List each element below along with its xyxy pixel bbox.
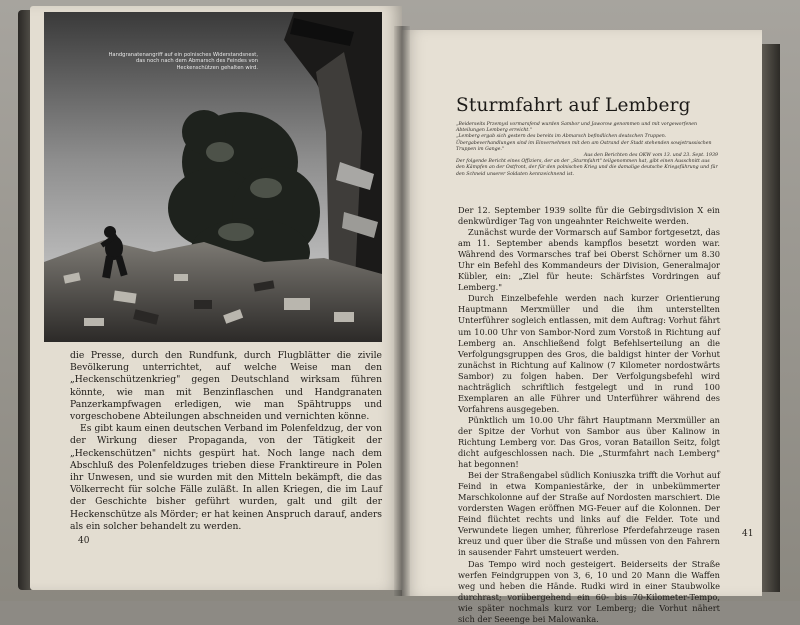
right-paragraph: Der 12. September 1939 sollte für die Gebirgsdivision X ein denkwürdiger Tag von ungeahnter Reichweite werden. bbox=[458, 205, 720, 227]
right-paragraph: Durch Einzelbefehle werden nach kurzer Orientierung Hauptmann Merxmüller und die ihm unterstellten Unterführer sogleich entlassen, mit dem Auftrag: Vorhut fährt um 10.00 Uhr von Sambor-Nord zum Vorstoß in Richtung auf Lemberg an. Anschließend folgt Befehlserteilung an die Verfolgungsgruppen des Gros, die baldigst hinter der Vorhut zunächst in Richtung auf Kalinow (7 Kilometer nordostwärts Sambor) zu folgen haben. Der Verfolgungsbefehl wird nachträglich schriftlich festgelegt und in rund 100 Exemplaren an alle Führer und Unterführer während des Vorfahrens ausgegeben. bbox=[458, 293, 720, 414]
epigraph-quote: „Beiderseits Przemysl vormarsfend wurden Sambor und Jaworow genommen und mit vorgeworfenen Abteilungen Lemberg erreicht." bbox=[456, 122, 698, 134]
book-spine-gutter bbox=[394, 26, 410, 596]
book-cover-right-edge bbox=[762, 44, 780, 592]
photo-caption: Handgranatenangriff auf ein polnisches Widerstandsnest, das noch nach dem Abmarsch des Feindes von Heckenschützen gehalten wird. bbox=[108, 52, 258, 71]
epigraph bbox=[456, 122, 718, 178]
left-page-body bbox=[70, 350, 382, 533]
epigraph-quote: „Lemberg ergab sich gestern des bereits im Abmarsch befindlichen deutschen Truppen. Übergabeverhandlungen sind im Einvernehmen mit den am Ostrand der Stadt stehenden sowjetrussischen Truppen im Gange." bbox=[456, 134, 712, 152]
open-book bbox=[8, 6, 780, 624]
epigraph-source: Aus den Berichten des OKW vom 13. und 23. Sept. 1939 bbox=[583, 153, 718, 159]
page-number-left: 40 bbox=[78, 536, 90, 546]
page-number-right: 41 bbox=[742, 529, 754, 539]
left-paragraph: die Presse, durch den Rundfunk, durch Flugblätter die zivile Bevölkerung unterrichtet, auf welche Weise man den „Heckenschützenkrieg" gegen Deutschland wirksam führen könnte, wie man mit Benzinflaschen und Handgranaten Panzerkampfwagen erledigen, wie man Spähtrupps und vorgeschobene Abteilungen abschneiden und vernichten könne. bbox=[70, 350, 382, 423]
war-photograph bbox=[44, 12, 382, 342]
chapter-title: Sturmfahrt auf Lemberg bbox=[456, 95, 691, 116]
epigraph-note: Der folgende Bericht eines Offiziers, der an der „Sturmfahrt" teilgenommen hat, gibt einen Ausschnitt aus den Kämpfen an der Ostfront, der für den polnischen Krieg und die damalige deutsche Kriegsführung und für den Schneid unserer Soldaten kennzeichnend ist. bbox=[456, 159, 718, 177]
right-page-body bbox=[458, 205, 720, 625]
right-paragraph: Bei der Straßengabel südlich Koniuszka trifft die Vorhut auf Feind in etwa Kompaniestärke, der in unbekümmerter Marschkolonne auf der Straße auf Nordosten marschiert. Die vordersten Wagen eröffnen MG-Feuer auf die Kolonnen. Der Feind flüchtet rechts und links auf die Felder. Tote und Verwundete liegen umher, führerlose Pferdefahrzeuge rasen kreuz und quer über die Straße und müssen von den Fahrern in sausender Fahrt umsteuert werden. bbox=[458, 470, 720, 558]
right-paragraph: Zunächst wurde der Vormarsch auf Sambor fortgesetzt, das am 11. September abends kampflos besetzt worden war. Während des Vormarsches traf bei Oberst Schörner um 8.30 Uhr ein Befehl des Kommandeurs der Division, Generalmajor Kübler, ein: „Ziel für heute: Schärfstes Vordringen auf Lemberg." bbox=[458, 227, 720, 293]
right-paragraph: Das Tempo wird noch gesteigert. Beiderseits der Straße werfen Feindgruppen von 3, 6, 10 und 20 Mann die Waffen weg und heben die Hände. Rudki wird in einer Staubwolke durchrast; vorübergehend ein 60- bis 70-Kilometer-Tempo, wie später nochmals kurz vor Lemberg; die Vorhut nähert sich der Seeenge bei Malowanka. bbox=[458, 558, 720, 624]
left-paragraph: Es gibt kaum einen deutschen Verband im Polenfeldzug, der von der Wirkung dieser Propaganda, von der Tätigkeit der „Heckenschützen" nichts gespürt hat. Noch lange nach dem Abschluß des Polenfeldzuges trieben diese Franktireure in Polen ihr Unwesen, und sie wurden mit den Mitteln bekämpft, die das Völkerrecht für solche Fälle zuläßt. In allen Kriegen, die im Lauf der Geschichte bisher geführt wurden, galt und gilt der Heckenschütze als Mörder; er hat keinen Anspruch darauf, anders als ein solcher behandelt zu werden. bbox=[70, 423, 382, 532]
right-paragraph: Pünktlich um 10.00 Uhr fährt Hauptmann Merxmüller an der Spitze der Vorhut von Sambor aus über Kalinow in Richtung Lemberg vor. Das Gros, voran Bataillon Seitz, folgt dicht aufgeschlossen nach. Die „Sturmfahrt nach Lemberg" hat begonnen! bbox=[458, 414, 720, 470]
